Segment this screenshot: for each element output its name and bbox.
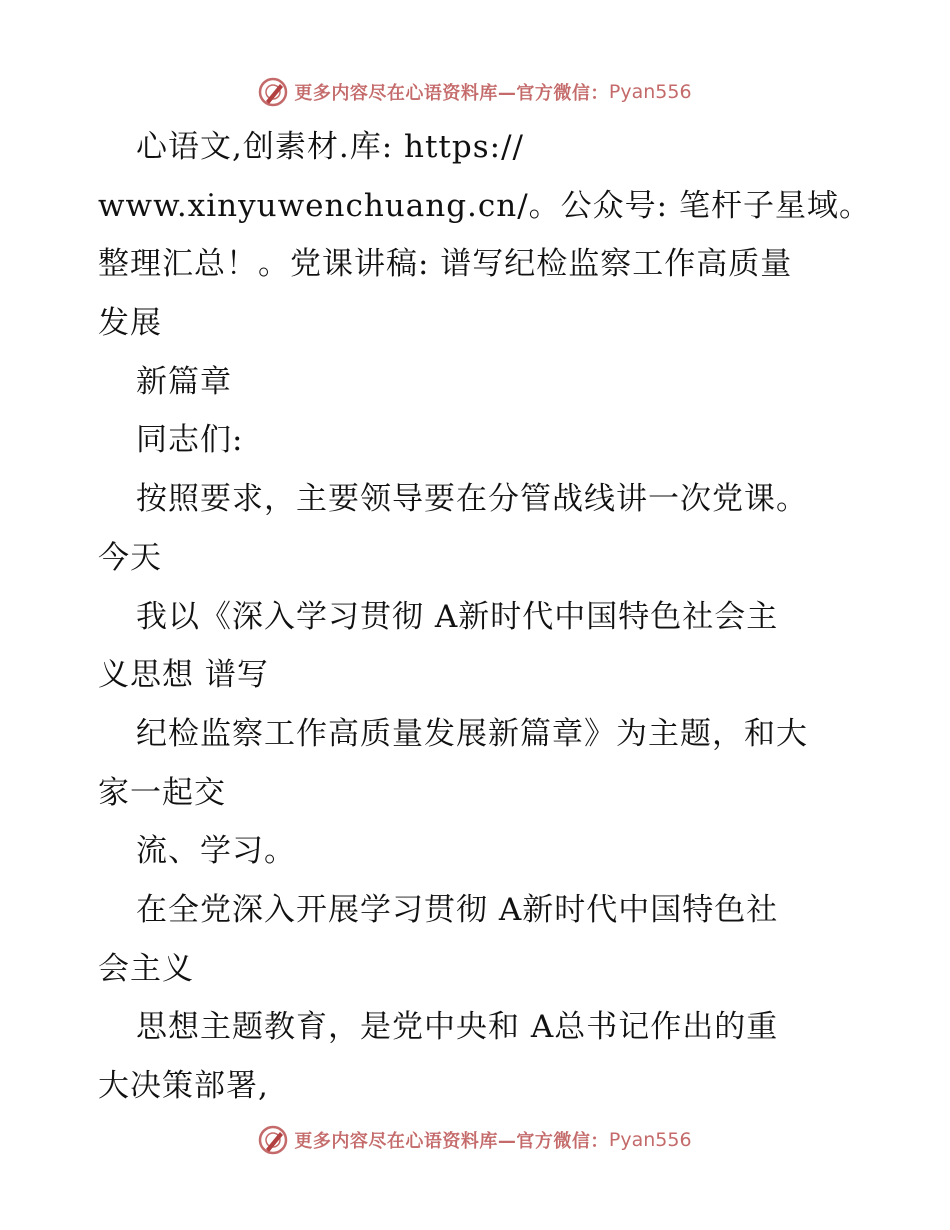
text-line: 发展 <box>98 305 162 342</box>
text-line: 纪检监察工作高质量发展新篇章》为主题，和大 <box>136 715 808 752</box>
header-watermark-banner <box>0 72 950 112</box>
text-line: 大决策部署, <box>98 1068 269 1104</box>
text-line: 按照要求，主要领导要在分管战线讲一次党课。 <box>136 481 808 518</box>
text-line: 心语文,创素材.库: https:// <box>136 129 524 165</box>
text-line: 会主义 <box>98 950 194 987</box>
banner-text: 更多内容尽在心语资料库—官方微信： <box>294 83 609 104</box>
pen-logo-icon <box>258 1125 288 1155</box>
banner-account: Pyan556 <box>608 81 692 103</box>
text-line: 我以《深入学习贯彻 A新时代中国特色社会主 <box>136 598 779 635</box>
pen-logo-icon <box>258 77 288 107</box>
text-line: 新篇章 <box>136 363 232 400</box>
text-line: 思想主题教育，是党中央和 A总书记作出的重 <box>136 1009 779 1046</box>
text-line: 家一起交 <box>98 774 226 811</box>
text-line: www.xinyuwenchuang.cn/。公众号: 笔杆子星域。 <box>98 187 871 224</box>
text-line: 今天 <box>98 539 162 576</box>
text-line: 流、学习。 <box>136 833 296 870</box>
text-line: 在全党深入开展学习贯彻 A新时代中国特色社 <box>136 891 779 928</box>
text-line: 义思想 谱写 <box>98 657 269 694</box>
text-line: 同志们: <box>136 422 244 459</box>
banner-account: Pyan556 <box>608 1129 692 1151</box>
text-line: 整理汇总！。党课讲稿: 谱写纪检监察工作高质量 <box>98 246 793 283</box>
banner-text: 更多内容尽在心语资料库—官方微信： <box>294 1131 609 1152</box>
footer-watermark-banner <box>0 1120 950 1160</box>
document-body <box>98 118 888 1116</box>
